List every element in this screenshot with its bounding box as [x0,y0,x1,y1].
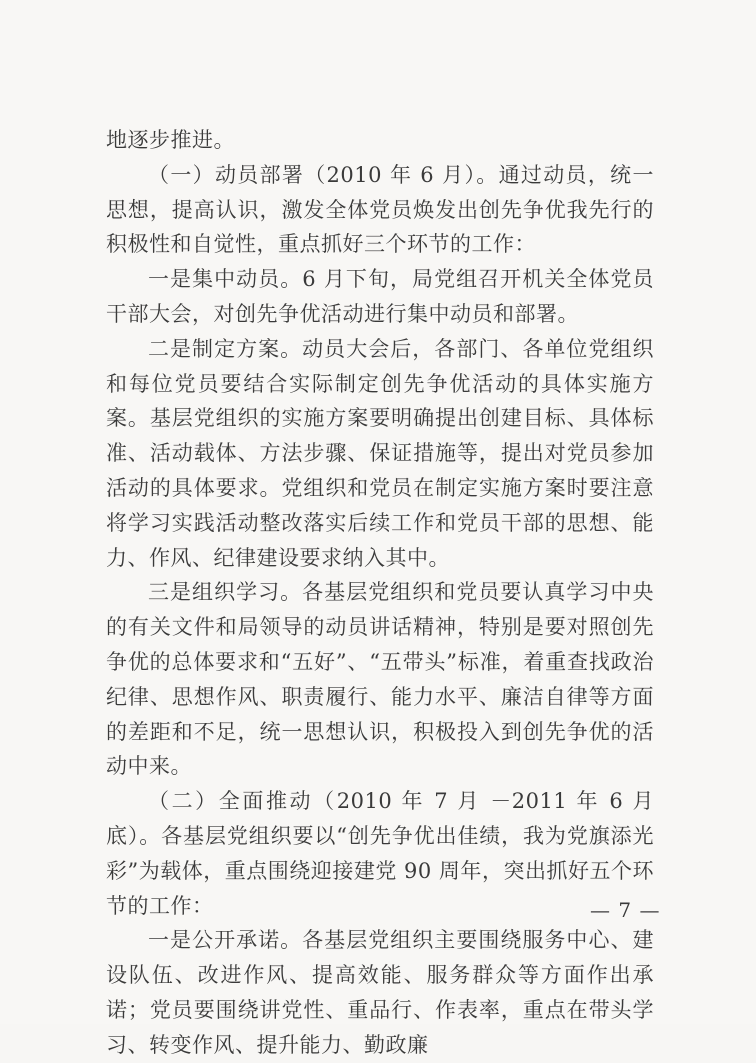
paragraph-section-2-heading: （二）全面推动（2010 年 7 月 －2011 年 6 月底）。各基层党组织要以“创先争优出佳绩，我为党旗添光彩”为载体，重点围绕迎接建党 90 周年，突出抓好五个环节的工作： [106,789,654,918]
paragraph-item-3-study: 三是组织学习。各基层党组织和党员要认真学习中央的有关文件和局领导的动员讲话精神，特别是要对照创先争优的总体要求和“五好”、“五带头”标准，着重查找政治纪律、思想作风、职责履行、能力水平、廉洁自律等方面的差距和不足，统一思想认识，积极投入到创先争优的活动中来。 [106,580,654,779]
paragraph-item-2-plan: 二是制定方案。动员大会后，各部门、各单位党组织和每位党员要结合实际制定创先争优活动的具体实施方案。基层党组织的实施方案要明确提出创建目标、具体标准、活动载体、方法步骤、保证措施等，提出对党员参加活动的具体要求。党组织和党员在制定实施方案时要注意将学习实践活动整改落实后续工作和党员干部的思想、能力、作风、纪律建设要求纳入其中。 [106,336,654,570]
paragraph-section-1-heading: （一）动员部署（2010 年 6 月）。通过动员，统一思想，提高认识，激发全体党员焕发出创先争优我先行的积极性和自觉性，重点抓好三个环节的工作： [106,162,654,257]
page-number: — 7 — [590,898,661,922]
paragraph-continuation: 地逐步推进。 [106,128,235,152]
paragraph-item-1-commit: 一是公开承诺。各基层党组织主要围绕服务中心、建设队伍、改进作风、提高效能、服务群众等方面作出承诺；党员要围绕讲党性、重品行、作表率，重点在带头学习、转变作风、提升能力、勤政廉 [106,928,654,1057]
paragraph-item-1-mobilize: 一是集中动员。6 月下旬，局党组召开机关全体党员干部大会，对创先争优活动进行集中动员和部署。 [106,267,654,326]
body-text [106,123,654,1063]
